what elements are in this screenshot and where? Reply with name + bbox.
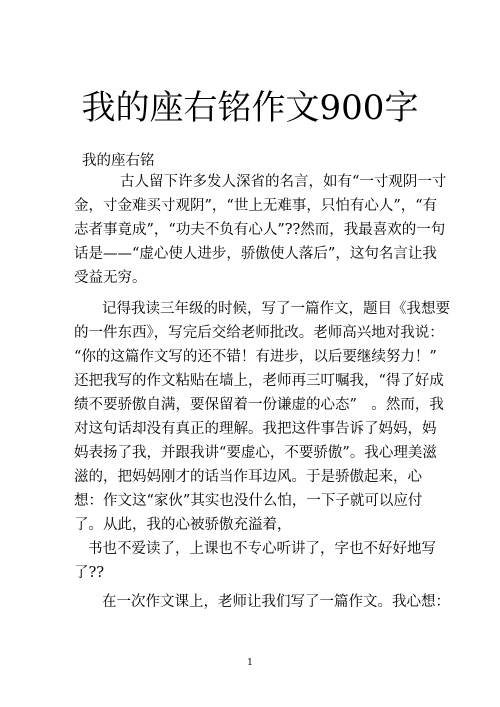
body-line: 还把我写的作文粘贴在墙上，老师再三叮嘱我，“得了好成 (74, 373, 444, 389)
body-line: 妈表扬了我，并跟我讲“要虚心，不要骄傲”。我心理美滋 (74, 445, 437, 461)
body-line: 记得我读三年级的时候，写了一篇作文，题目《我想要 (102, 301, 450, 317)
document-subtitle: 我的座右铭 (82, 153, 155, 169)
body-line: “你的这篇作文写的还不错！有进步，以后要继续努力！” (74, 349, 437, 365)
body-line: 话是——“虚心使人进步，骄傲使人落后”，这句名言让我 (74, 246, 437, 262)
body-line: 了。从此，我的心被骄傲充溢着， (74, 517, 292, 533)
body-line: 了?? (74, 565, 105, 581)
body-line: 在一次作文课上，老师让我们写了一篇作文。我心想： (102, 594, 450, 610)
page-title: 我的座右铭作文900字 (81, 88, 419, 128)
body-line: 书也不爱读了，上课也不专心听讲了，字也不好好地写 (88, 541, 436, 557)
body-line: 古人留下许多发人深省的名言，如有“一寸观阴一寸 (120, 174, 447, 190)
body-line: 的一件东西》，写完后交给老师批改。老师高兴地对我说： (74, 325, 444, 341)
body-line: 绩不要骄傲自满，要保留着一份谦虚的心态” 。然而，我 (74, 397, 444, 413)
page-number: 1 (247, 658, 253, 668)
body-line: 对这句话却没有真正的理解。我把这件事告诉了妈妈，妈 (74, 421, 437, 437)
body-line: 金，寸金难买寸观阴”，“世上无难事，只怕有心人”，“有 (74, 198, 438, 214)
body-line: 志者事竟成”，“功夫不负有心人”??然而，我最喜欢的一句 (74, 222, 446, 238)
body-line: 受益无穷。 (74, 270, 147, 286)
body-line: 滋的，把妈妈刚才的话当作耳边风。于是骄傲起来，心 (74, 469, 422, 485)
body-line: 想：作文这“家伙”其实也没什么怕，一下子就可以应付 (74, 493, 423, 509)
